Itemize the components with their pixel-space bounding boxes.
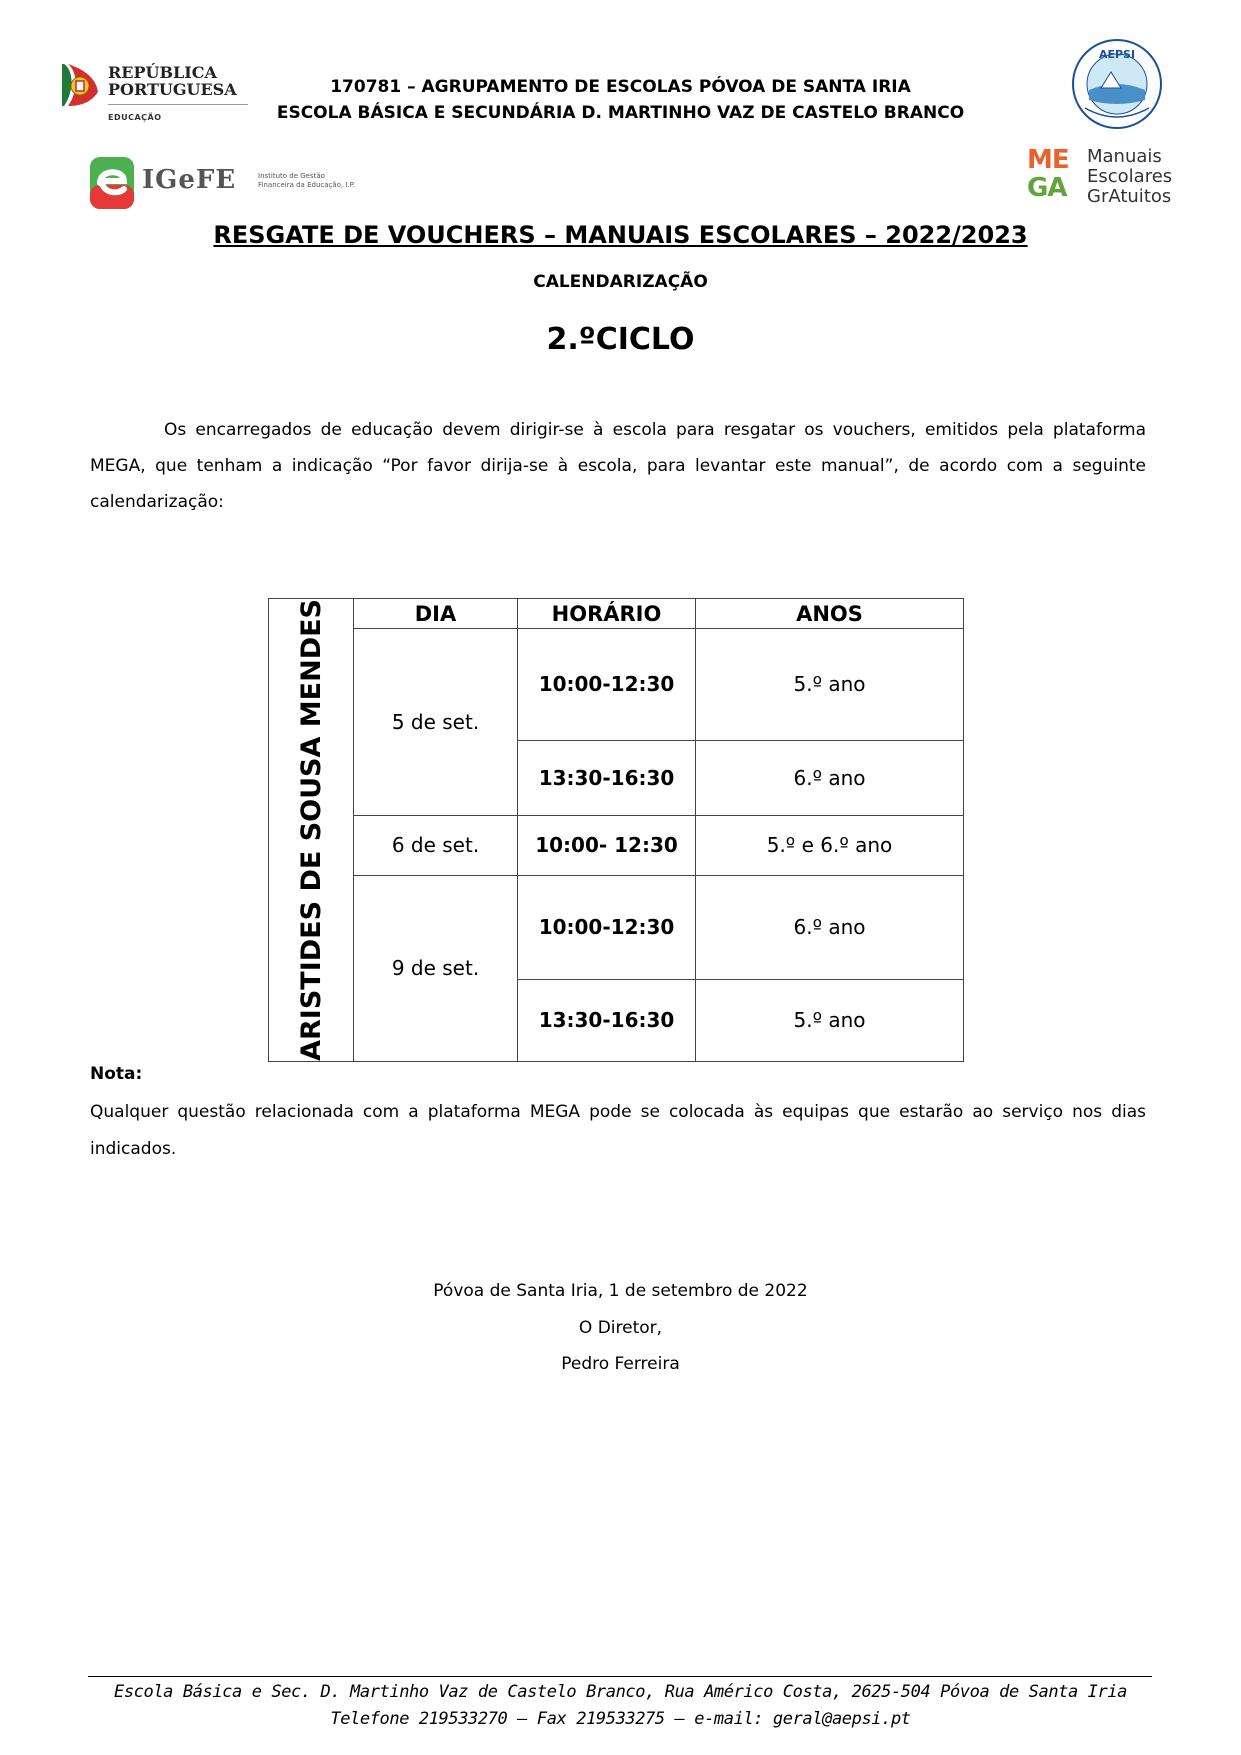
- footer-address: Escola Básica e Sec. D. Martinho Vaz de Castelo Branco, Rua Américo Costa, 2625-504 Póvoa de Santa Iria: [114, 1682, 1127, 1702]
- logo-line-3: EDUCAÇÃO: [108, 113, 162, 122]
- igefe-logo: [88, 155, 358, 215]
- schedule-table: [268, 598, 964, 1062]
- mega-line-1: Manuais: [1087, 146, 1162, 167]
- intro-paragraph: Os encarregados de educação devem dirigir-se à escola para resgatar os vouchers, emitidos pela plataforma MEGA, que tenham a indicação “Por favor dirija-se à escola, para levantar este manual”, de acordo com a seguinte calendarização:: [90, 420, 1146, 512]
- header-time: HORÁRIO: [518, 599, 696, 629]
- school-code: 170781 – AGRUPAMENTO DE ESCOLAS PÓVOA DE SANTA IRIA: [330, 77, 911, 97]
- header-years: ANOS: [696, 599, 964, 629]
- mega-me: ME: [1027, 145, 1069, 175]
- mega-logo: [1027, 147, 1187, 211]
- signature-name: Pedro Ferreira: [561, 1354, 680, 1374]
- logo-line-2: PORTUGUESA: [108, 80, 237, 99]
- table-row: [269, 815, 964, 875]
- years-cell: 6.º ano: [696, 875, 964, 979]
- day-cell: 9 de set.: [354, 875, 518, 1061]
- mega-line-3: GrAtuitos: [1087, 186, 1172, 207]
- note-text: Qualquer questão relacionada com a plataforma MEGA pode se colocada às equipas que estarão ao serviço nos dias indicados.: [90, 1102, 1146, 1159]
- day-cell: 5 de set.: [354, 629, 518, 816]
- time-cell: 13:30-16:30: [518, 979, 696, 1061]
- cycle-heading: 2.ºCICLO: [546, 322, 695, 357]
- years-cell: 6.º ano: [696, 740, 964, 815]
- table-row: [269, 629, 964, 741]
- header-day: DIA: [354, 599, 518, 629]
- day-cell: 6 de set.: [354, 815, 518, 875]
- school-name: ESCOLA BÁSICA E SECUNDÁRIA D. MARTINHO VAZ DE CASTELO BRANCO: [276, 103, 965, 123]
- time-cell: 13:30-16:30: [518, 740, 696, 815]
- footer-contacts: Telefone 219533270 – Fax 219533275 – e-mail: geral@aepsi.pt: [330, 1709, 911, 1729]
- school-name-cell: [269, 599, 354, 1062]
- page-title: RESGATE DE VOUCHERS – MANUAIS ESCOLARES – 2022/2023: [213, 221, 1028, 249]
- mega-ga: GA: [1027, 173, 1067, 203]
- mega-line-2: Escolares: [1087, 166, 1173, 187]
- time-cell: 10:00-12:30: [518, 875, 696, 979]
- table-header-row: [269, 599, 964, 629]
- logo-line-1: REPÚBLICA: [108, 63, 217, 82]
- aepsi-label: AEPSI: [1098, 48, 1136, 61]
- years-cell: 5.º e 6.º ano: [696, 815, 964, 875]
- note-label: Nota:: [90, 1064, 143, 1084]
- years-cell: 5.º ano: [696, 979, 964, 1061]
- table-row: [269, 875, 964, 979]
- page-subtitle: CALENDARIZAÇÃO: [533, 272, 708, 292]
- igefe-emblem-icon: [88, 155, 138, 211]
- signature-place-date: Póvoa de Santa Iria, 1 de setembro de 2022: [433, 1281, 808, 1301]
- igefe-sub: Instituto de Gestão Financeira da Educação, I.P.: [258, 172, 356, 189]
- igefe-word: IGeFE: [142, 165, 237, 195]
- signature-title: O Diretor,: [578, 1318, 663, 1338]
- years-cell: 5.º ano: [696, 629, 964, 741]
- time-cell: 10:00- 12:30: [518, 815, 696, 875]
- school-vertical-label: ARISTIDES DE SOUSA MENDES: [295, 599, 327, 1061]
- footer-divider: [88, 1676, 1152, 1677]
- time-cell: 10:00-12:30: [518, 629, 696, 741]
